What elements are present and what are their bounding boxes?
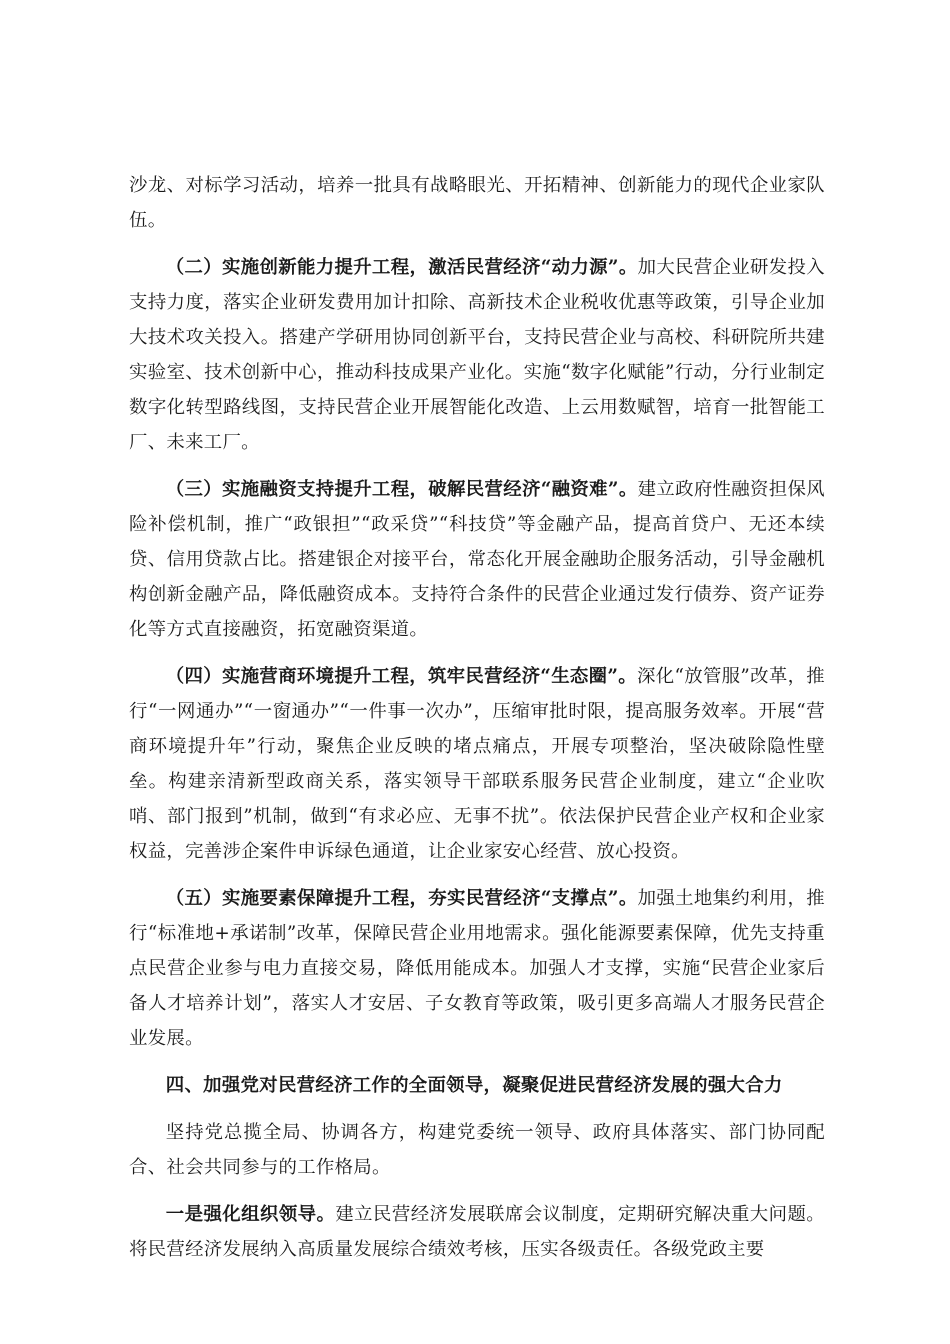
paragraph-heading: 一是强化组织领导。 <box>165 1204 336 1225</box>
paragraph-heading: （二）实施创新能力提升工程，激活民营经济“动力源”。 <box>165 257 638 278</box>
paragraph-innovation <box>129 250 825 460</box>
paragraph-text: 沙龙、对标学习活动，培养一批具有战略眼光、开拓精神、创新能力的现代企业家队伍。 <box>129 175 825 231</box>
paragraph-text: 加大民营企业研发投入支持力度，落实企业研发费用加计扣除、高新技术企业税收优惠等政策，引导企业加大技术攻关投入。搭建产学研用协同创新平台，支持民营企业与高校、科研院所共建实验室、技术创新中心，推动科技成果产业化。实施“数字化赋能”行动，分行业制定数字化转型路线图，支持民营企业开展智能化改造、上云用数赋智，培育一批智能工厂、未来工厂。 <box>129 257 825 453</box>
section-heading-text: 四、加强党对民营经济工作的全面领导，凝聚促进民营经济发展的强大合力 <box>165 1075 783 1096</box>
document-body <box>129 168 825 1267</box>
paragraph-party-leadership <box>129 1115 825 1185</box>
paragraph-text: 建立民营经济发展联席会议制度，定期研究解决重大问题。将民营经济发展纳入高质量发展综合绩效考核，压实各级责任。各级党政主要 <box>129 1204 825 1260</box>
paragraph-financing <box>129 472 825 647</box>
section-heading <box>129 1068 825 1103</box>
paragraph-business-environment <box>129 659 825 869</box>
paragraph-text: 建立政府性融资担保风险补偿机制，推广“政银担”“政采贷”“科技贷”等金融产品，提高首贷户、无还本续贷、信用贷款占比。搭建银企对接平台，常态化开展金融助企服务活动，引导金融机构创新金融产品，降低融资成本。支持符合条件的民营企业通过发行债券、资产证券化等方式直接融资，拓宽融资渠道。 <box>129 479 825 640</box>
paragraph-continuation <box>129 168 825 238</box>
paragraph-factor-support <box>129 881 825 1056</box>
paragraph-heading: （三）实施融资支持提升工程，破解民营经济“融资难”。 <box>165 479 638 500</box>
paragraph-heading: （五）实施要素保障提升工程，夯实民营经济“支撑点”。 <box>165 888 638 909</box>
paragraph-heading: （四）实施营商环境提升工程，筑牢民营经济“生态圈”。 <box>165 666 638 687</box>
paragraph-organization <box>129 1197 825 1267</box>
paragraph-text: 深化“放管服”改革，推行“一网通办”“一窗通办”“一件事一次办”，压缩审批时限，提高服务效率。开展“营商环境提升年”行动，聚焦企业反映的堵点痛点，开展专项整治，坚决破除隐性壁垒。构建亲清新型政商关系，落实领导干部联系服务民营企业制度，建立“企业吹哨、部门报到”机制，做到“有求必应、无事不扰”。依法保护民营企业产权和企业家权益，完善涉企案件申诉绿色通道，让企业家安心经营、放心投资。 <box>129 666 825 862</box>
paragraph-text: 坚持党总揽全局、协调各方，构建党委统一领导、政府具体落实、部门协同配合、社会共同参与的工作格局。 <box>129 1122 825 1178</box>
paragraph-text: 加强土地集约利用，推行“标准地+承诺制”改革，保障民营企业用地需求。强化能源要素保障，优先支持重点民营企业参与电力直接交易，降低用能成本。加强人才支撑，实施“民营企业家后备人才培养计划”，落实人才安居、子女教育等政策，吸引更多高端人才服务民营企业发展。 <box>129 888 825 1049</box>
